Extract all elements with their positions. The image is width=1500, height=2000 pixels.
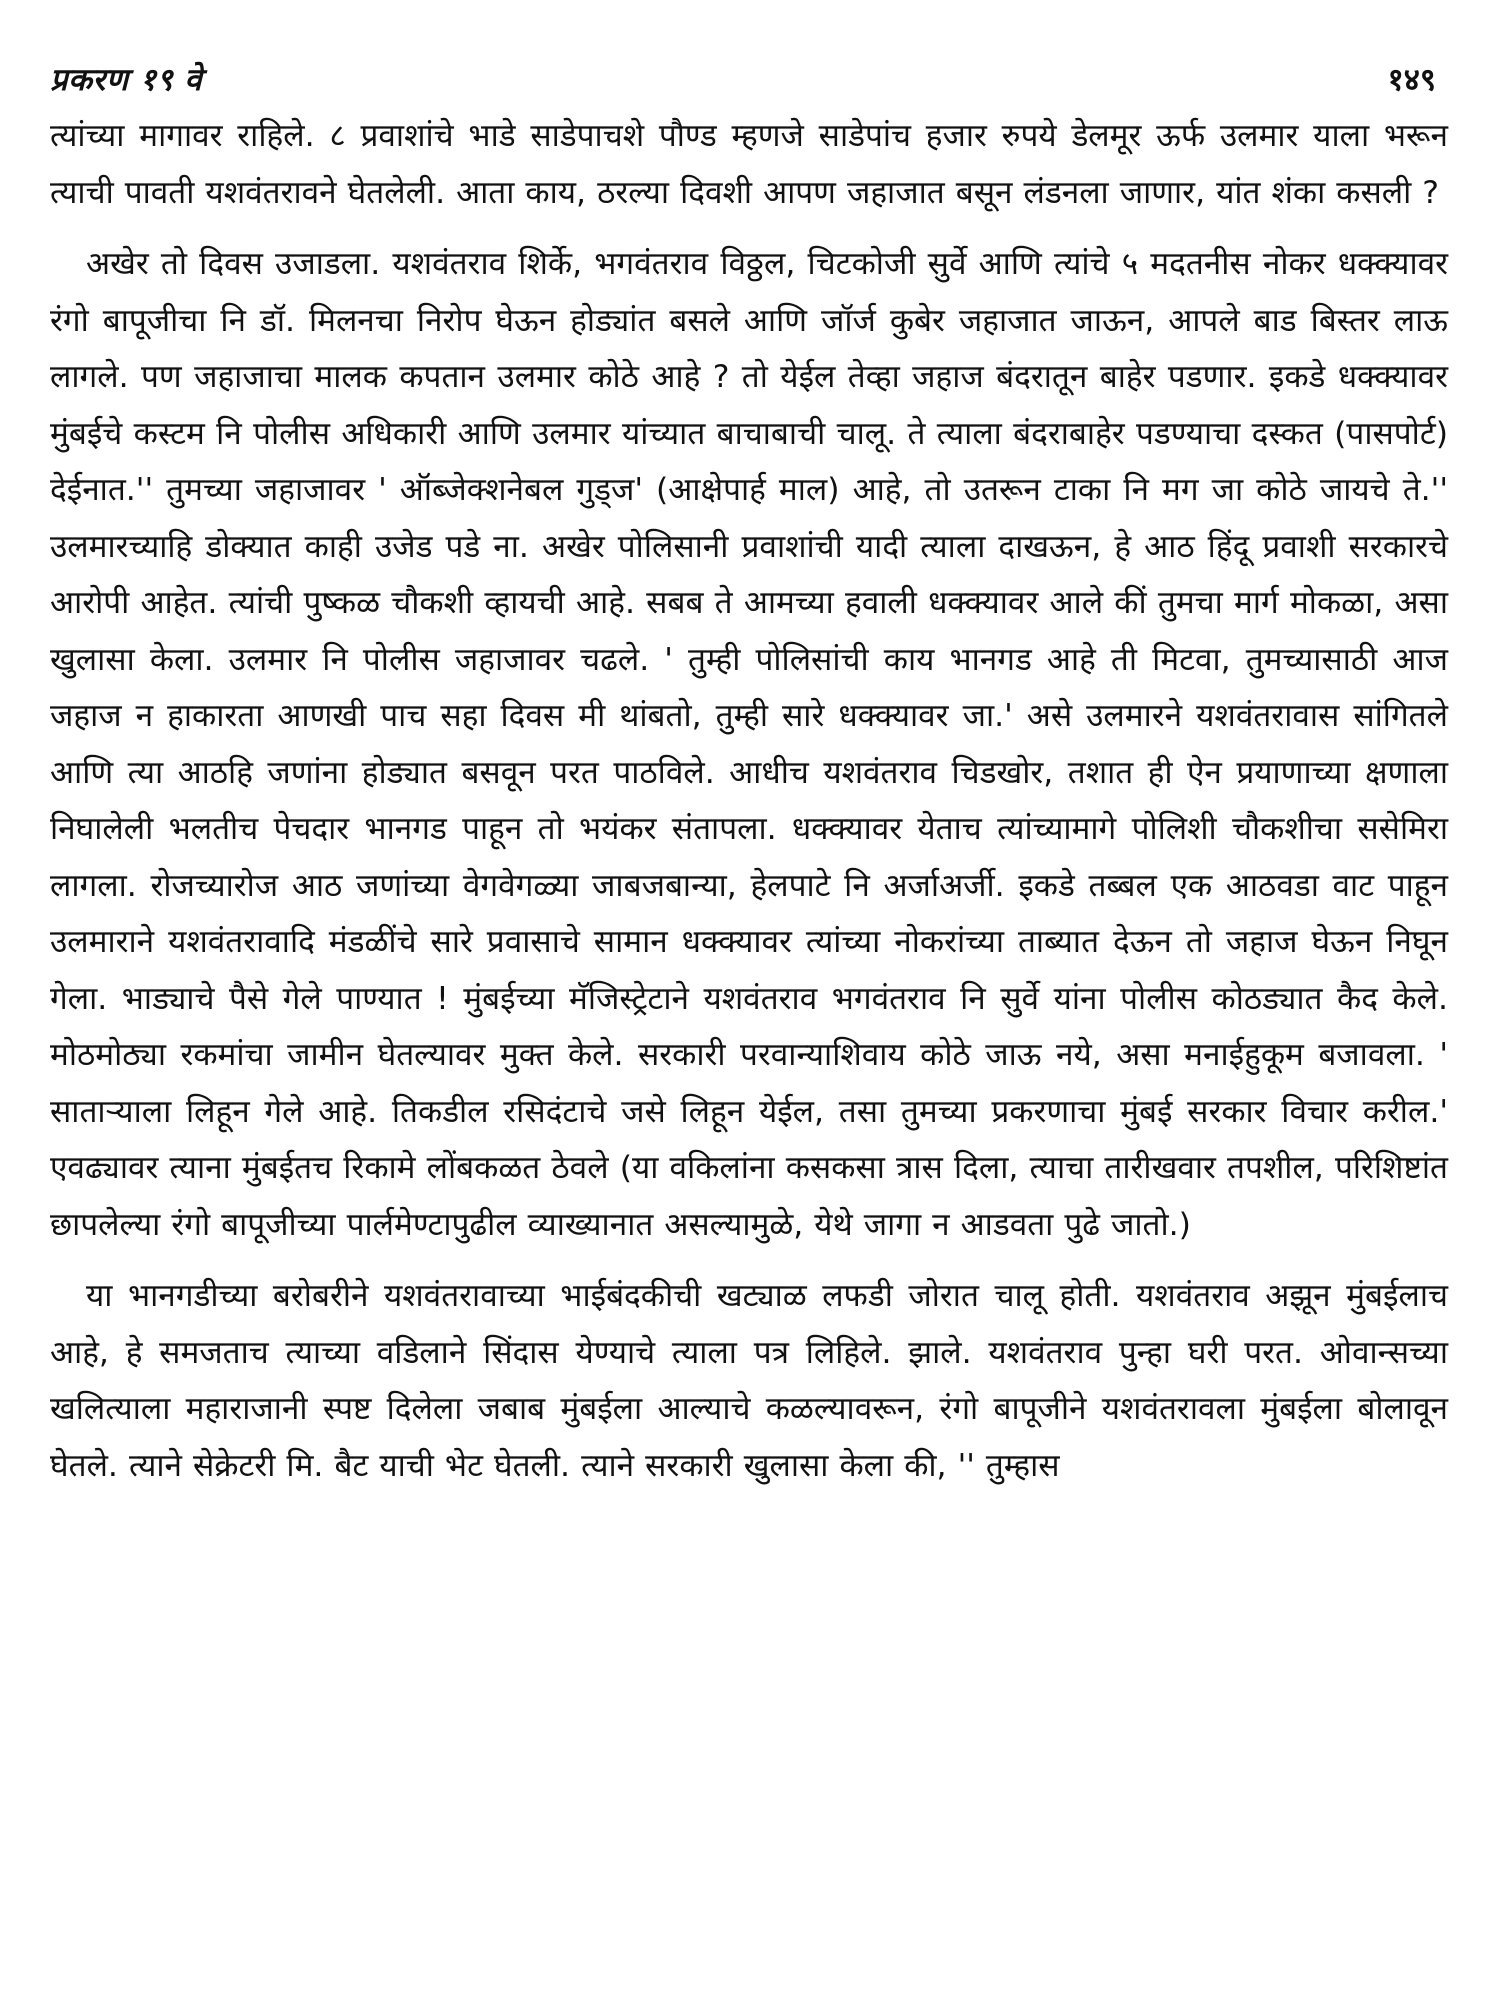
page-number: १४९ bbox=[1387, 62, 1436, 98]
paragraph-continuation: त्यांच्या मागावर राहिले. ८ प्रवाशांचे भाडे साडेपाचशे पौण्ड म्हणजे साडेपांच हजार रुपये डेलमूर ऊर्फ उलमार याला भरून त्याची पावती यशवंतरावने घेतलेली. आता काय, ठरल्या दिवशी आपण जहाजात बसून लंडनला जाणार, यांत शंका कसली ? bbox=[50, 118, 1448, 211]
page-header bbox=[50, 58, 1448, 100]
paragraph-main: अखेर तो दिवस उजाडला. यशवंतराव शिर्के, भगवंतराव विठ्ठल, चिटकोजी सुर्वे आणि त्यांचे ५ मदतनीस नोकर धक्क्यावर रंगो बापूजीचा नि डॉ. मिलनचा निरोप घेऊन होड्यांत बसले आणि जॉर्ज कुबेर जहाजात जाऊन, आपले बाड बिस्तर लाऊ लागले. पण जहाजाचा मालक कपतान उलमार कोठे आहे ? तो येईल तेव्हा जहाज बंदरातून बाहेर पडणार. इकडे धक्क्यावर मुंबईचे कस्टम नि पोलीस अधिकारी आणि उलमार यांच्यात बाचाबाची चालू. ते त्याला बंदराबाहेर पडण्याचा दस्कत (पासपोर्ट) देईनात.'' तुमच्या जहाजावर ' ऑब्जेक्शनेबल गुड्ज' (आक्षेपार्ह माल) आहे, तो उतरून टाका नि मग जा कोठे जायचे ते.'' उलमारच्याहि डोक्यात काही उजेड पडे ना. अखेर पोलिसानी प्रवाशांची यादी त्याला दाखऊन, हे आठ हिंदू प्रवाशी सरकारचे आरोपी आहेत. त्यांची पुष्कळ चौकशी व्हायची आहे. सबब ते आमच्या हवाली धक्क्यावर आले कीं तुमचा मार्ग मोकळा, असा खुलासा केला. उलमार नि पोलीस जहाजावर चढले. ' तुम्ही पोलिसांची काय भानगड आहे ती मिटवा, तुमच्यासाठी आज जहाज न हाकारता आणखी पाच सहा दिवस मी थांबतो, तुम्ही सारे धक्क्यावर जा.' असे उलमारने यशवंतरावास सांगितले आणि त्या आठहि जणांना होड्यात बसवून परत पाठविले. आधीच यशवंतराव चिडखोर, तशात ही ऐन प्रयाणाच्या क्षणाला निघालेली भलतीच पेचदार भानगड पाहून तो भयंकर संतापला. धक्क्यावर येताच त्यांच्यामागे पोलिशी चौकशीचा ससेमिरा लागला. रोजच्यारोज आठ जणांच्या वेगवेगळ्या जाबजबान्या, हेलपाटे नि अर्जाअर्जी. इकडे तब्बल एक आठवडा वाट पाहून उलमाराने यशवंतरावादि मंडळींचे सारे प्रवासाचे सामान धक्क्यावर त्यांच्या नोकरांच्या ताब्यात देऊन तो जहाज घेऊन निघून गेला. भाड्याचे पैसे गेले पाण्यात ! मुंबईच्या मॅजिस्ट्रेटाने यशवंतराव भगवंतराव नि सुर्वे यांना पोलीस कोठड्यात कैद केले. मोठमोठ्या रकमांचा जामीन घेतल्यावर मुक्त केले. सरकारी परवान्याशिवाय कोठे जाऊ नये, असा मनाईहुकूम बजावला. ' सातार्‍याला लिहून गेले आहे. तिकडील रसिदंटाचे जसे लिहून येईल, तसा तुमच्या प्रकरणाचा मुंबई सरकार विचार करील.' एवढ्यावर त्याना मुंबईतच रिकामे लोंबकळत ठेवले (या वकिलांना कसकसा त्रास दिला, त्याचा तारीखवार तपशील, परिशिष्टांत छापलेल्या रंगो बापूजीच्या पार्लमेण्टापुढील व्याख्यानात असल्यामुळे, येथे जागा न आडवता पुढे जातो.) bbox=[50, 246, 1448, 1243]
paragraph-closing: या भानगडीच्या बरोबरीने यशवंतरावाच्या भाईबंदकीची खट्याळ लफडी जोरात चालू होती. यशवंतराव अझून मुंबईलाच आहे, हे समजताच त्याच्या वडिलाने सिंदास येण्याचे त्याला पत्र लिहिले. झाले. यशवंतराव पुन्हा घरी परत. ओवान्सच्या खलित्याला महाराजानी स्पष्ट दिलेला जबाब मुंबईला आल्याचे कळल्यावरून, रंगो बापूजीने यशवंतरावला मुंबईला बोलावून घेतले. त्याने सेक्रेटरी मि. बैट याची भेट घेतली. त्याने सरकारी खुलासा केला की, '' तुम्हास bbox=[50, 1278, 1448, 1484]
chapter-heading: प्रकरण १९ वे bbox=[50, 62, 203, 98]
